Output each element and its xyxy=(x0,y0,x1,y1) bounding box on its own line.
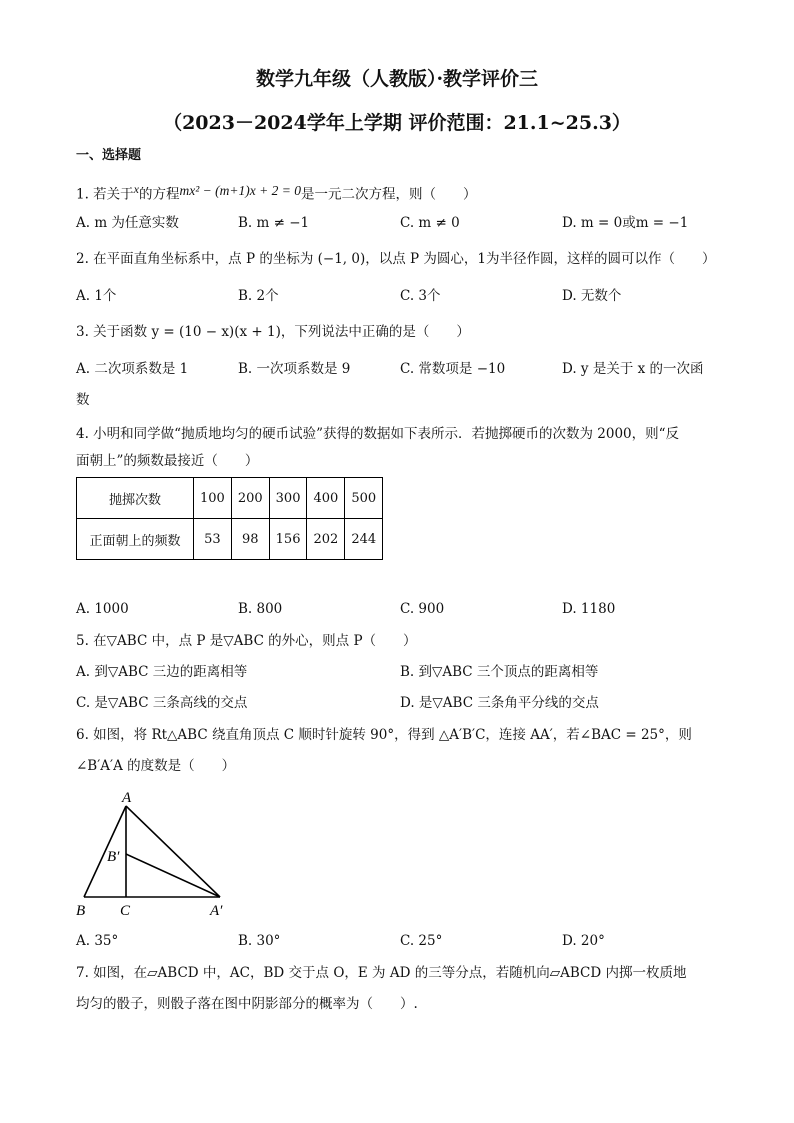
segment-aa-prime xyxy=(126,806,220,897)
q6-option-b: B. 30° xyxy=(238,933,281,949)
question-6-line-2: ∠B′A′A 的度数是（ ） xyxy=(76,758,236,774)
q3-option-d-wrap: 数 xyxy=(76,392,90,408)
q3-option-a: A. 二次项系数是 1 xyxy=(76,361,189,377)
table-cell: 53 xyxy=(194,519,232,560)
q3-option-d: D. y 是关于 x 的一次函 xyxy=(562,361,704,377)
label-b-prime: B′ xyxy=(107,849,120,865)
table-cell: 98 xyxy=(231,519,269,560)
q1-option-b: B. m ≠ −1 xyxy=(238,215,310,231)
question-7-line-2: 均匀的骰子，则骰子落在图中阴影部分的概率为（ ）. xyxy=(76,996,418,1012)
q1-option-d: D. m = 0或m = −1 xyxy=(562,215,689,231)
q6-option-d: D. 20° xyxy=(562,933,605,949)
question-4-line-1: 4. 小明和同学做“抛质地均匀的硬币试验”获得的数据如下表所示．若抛掷硬币的次数为 2000，则“反 xyxy=(76,426,680,442)
question-6-line-1: 6. 如图，将 Rt△ABC 绕直角顶点 C 顺时针旋转 90°，得到 △A′B′C，连接 AA′，若∠BAC = 25°，则 xyxy=(76,727,692,743)
q4-option-a: A. 1000 xyxy=(76,601,129,617)
q2-option-a: A. 1个 xyxy=(76,288,117,304)
table-row-header: 抛掷次数 xyxy=(77,478,194,519)
q1-option-c: C. m ≠ 0 xyxy=(400,215,460,231)
q1-stem-a: 1. 若关于 xyxy=(76,186,134,203)
q2-option-b: B. 2个 xyxy=(238,288,279,304)
q6-option-a: A. 35° xyxy=(76,933,119,949)
question-7-line-1: 7. 如图，在▱ABCD 中，AC，BD 交于点 O，E 为 AD 的三等分点，若随机向▱ABCD 内掷一枚质地 xyxy=(76,965,687,981)
q5-option-b: B. 到▽ABC 三个顶点的距离相等 xyxy=(400,664,599,680)
table-row-header: 正面朝上的频数 xyxy=(77,519,194,560)
page-subtitle: （2023－2024学年上学期 评价范围：21.1~25.3） xyxy=(163,112,631,134)
table-cell: 400 xyxy=(307,478,345,519)
question-1-stem xyxy=(76,180,476,204)
q3-option-b: B. 一次项系数是 9 xyxy=(238,361,351,377)
q6-option-c: C. 25° xyxy=(400,933,443,949)
segment-b-prime-a-prime xyxy=(126,854,220,897)
label-a-prime: A′ xyxy=(210,903,223,919)
page-title: 数学九年级（人教版）·教学评价三 xyxy=(255,68,539,90)
q5-option-c: C. 是▽ABC 三条高线的交点 xyxy=(76,695,248,711)
q5-option-d: D. 是▽ABC 三条角平分线的交点 xyxy=(400,695,599,711)
table-cell: 244 xyxy=(345,519,383,560)
q5-option-a: A. 到▽ABC 三边的距离相等 xyxy=(76,664,248,680)
label-b: B xyxy=(76,903,86,919)
table-cell: 100 xyxy=(194,478,232,519)
q4-option-b: B. 800 xyxy=(238,601,283,617)
question-4-line-2: 面朝上”的频数最接近（ ） xyxy=(76,453,259,469)
q4-option-c: C. 900 xyxy=(400,601,445,617)
q1-equation: mx² − (m+1)x + 2 = 0 xyxy=(179,182,301,198)
frequency-table xyxy=(76,477,383,560)
q2-option-d: D. 无数个 xyxy=(562,288,622,304)
table-cell: 200 xyxy=(231,478,269,519)
q2-option-c: C. 3个 xyxy=(400,288,441,304)
q1-var-x: x xyxy=(133,182,139,196)
table-cell: 202 xyxy=(307,519,345,560)
label-a: A xyxy=(122,790,132,806)
table-row xyxy=(77,519,383,560)
table-cell: 300 xyxy=(269,478,307,519)
q1-stem-c: 是一元二次方程，则（ ） xyxy=(300,186,477,203)
triangle-figure xyxy=(70,785,250,925)
question-5-stem: 5. 在▽ABC 中，点 P 是▽ABC 的外心，则点 P（ ） xyxy=(76,633,417,649)
table-row xyxy=(77,478,383,519)
q1-stem-b: 的方程 xyxy=(139,186,180,203)
q3-option-c: C. 常数项是 −10 xyxy=(400,361,506,377)
q1-option-a: A. m 为任意实数 xyxy=(76,215,179,231)
q4-option-d: D. 1180 xyxy=(562,601,616,617)
table-cell: 156 xyxy=(269,519,307,560)
question-3-stem: 3. 关于函数 y = (10 − x)(x + 1)，下列说法中正确的是（ ） xyxy=(76,324,470,340)
section-heading: 一、选择题 xyxy=(76,148,142,163)
table-cell: 500 xyxy=(345,478,383,519)
label-c: C xyxy=(120,903,131,919)
question-2-stem: 2. 在平面直角坐标系中，点 P 的坐标为 (−1, 0)，以点 P 为圆心，1为半径作圆，这样的圆可以作（ ） xyxy=(76,251,716,267)
segment-ba xyxy=(84,806,126,897)
